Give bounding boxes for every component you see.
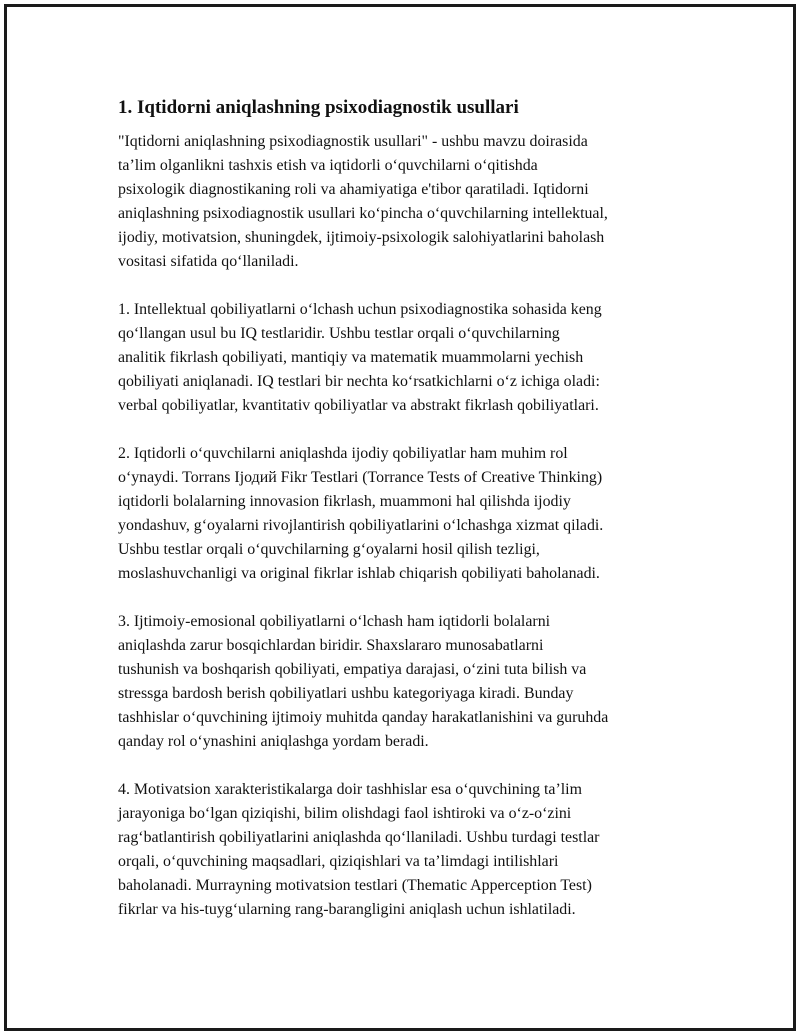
text-line: rag‘batlantirish qobiliyatlarini aniqlashda qo‘llaniladi. Ushbu turdagi testlar <box>118 829 600 846</box>
text-line: fikrlar va his-tuyg‘ularning rang-barangligini aniqlash uchun ishlatiladi. <box>118 901 576 918</box>
text-line: qobiliyati aniqlanadi. IQ testlari bir nechta ko‘rsatkichlarni o‘z ichiga oladi: <box>118 373 600 390</box>
text-line: tushunish va boshqarish qobiliyati, empatiya darajasi, o‘zini tuta bilish va <box>118 661 587 678</box>
text-line: 3. Ijtimoiy-emosional qobiliyatlarni o‘lchash ham iqtidorli bolalarni <box>118 613 551 630</box>
text-line: 1. Intellektual qobiliyatlarni o‘lchash uchun psixodiagnostika sohasida keng <box>118 301 602 318</box>
text-line: stressga bardosh berish qobiliyatlari ushbu kategoriyaga kiradi. Bunday <box>118 685 574 702</box>
paragraph-3 <box>118 610 698 754</box>
text-line: iqtidorli bolalarning innovasion fikrlash, muammoni hal qilishda ijodiy <box>118 493 571 510</box>
text-line: aniqlashda zarur bosqichlardan biridir. Shaxslararo munosabatlarni <box>118 637 544 654</box>
text-line: o‘ynaydi. Torrans Ijодий Fikr Testlari (Torrance Tests of Creative Thinking) <box>118 469 603 486</box>
text-line: baholanadi. Murrayning motivatsion testlari (Thematic Apperception Test) <box>118 877 592 894</box>
paragraph-intro <box>118 130 698 274</box>
paragraph-4 <box>118 778 698 922</box>
text-line: vositasi sifatida qo‘llaniladi. <box>118 253 299 270</box>
text-line: psixologik diagnostikaning roli va ahamiyatiga e'tibor qaratiladi. Iqtidorni <box>118 181 589 198</box>
paragraph-2 <box>118 442 698 586</box>
text-line: "Iqtidorni aniqlashning psixodiagnostik usullari" - ushbu mavzu doirasida <box>118 133 588 150</box>
text-line: orqali, o‘quvchining maqsadlari, qiziqishlari va ta’limdagi intilishlari <box>118 853 559 870</box>
text-line: 4. Motivatsion xarakteristikalarga doir tashhislar esa o‘quvchining ta’lim <box>118 781 582 798</box>
text-line: yondashuv, g‘oyalarni rivojlantirish qobiliyatlarini o‘lchashga xizmat qiladi. <box>118 517 604 534</box>
text-line: jarayoniga bo‘lgan qiziqishi, bilim olishdagi faol ishtiroki va o‘z-o‘zini <box>118 805 572 822</box>
text-line: ijodiy, motivatsion, shuningdek, ijtimoiy-psixologik salohiyatlarini baholash <box>118 229 605 246</box>
text-line: qo‘llangan usul bu IQ testlaridir. Ushbu testlar orqali o‘quvchilarning <box>118 325 560 342</box>
paragraph-1 <box>118 298 698 418</box>
text-line: Ushbu testlar orqali o‘quvchilarning g‘oyalarni hosil qilish tezligi, <box>118 541 540 558</box>
document-title: 1. Iqtidorni aniqlashning psixodiagnostik usullari <box>118 97 519 118</box>
text-line: tashhislar o‘quvchining ijtimoiy muhitda qanday harakatlanishini va guruhda <box>118 709 609 726</box>
text-line: 2. Iqtidorli o‘quvchilarni aniqlashda ijodiy qobiliyatlar ham muhim rol <box>118 445 568 462</box>
text-line: verbal qobiliyatlar, kvantitativ qobiliyatlar va abstrakt fikrlash qobiliyatlari. <box>118 397 599 414</box>
text-line: moslashuvchanligi va original fikrlar ishlab chiqarish qobiliyati baholanadi. <box>118 565 600 582</box>
text-line: aniqlashning psixodiagnostik usullari ko‘pincha o‘quvchilarning intellektual, <box>118 205 608 222</box>
text-line: qanday rol o‘ynashini aniqlashga yordam beradi. <box>118 733 429 750</box>
text-line: ta’lim olganlikni tashxis etish va iqtidorli o‘quvchilarni o‘qitishda <box>118 157 538 174</box>
text-line: analitik fikrlash qobiliyati, mantiqiy va matematik muammolarni yechish <box>118 349 584 366</box>
document-body <box>118 96 698 946</box>
